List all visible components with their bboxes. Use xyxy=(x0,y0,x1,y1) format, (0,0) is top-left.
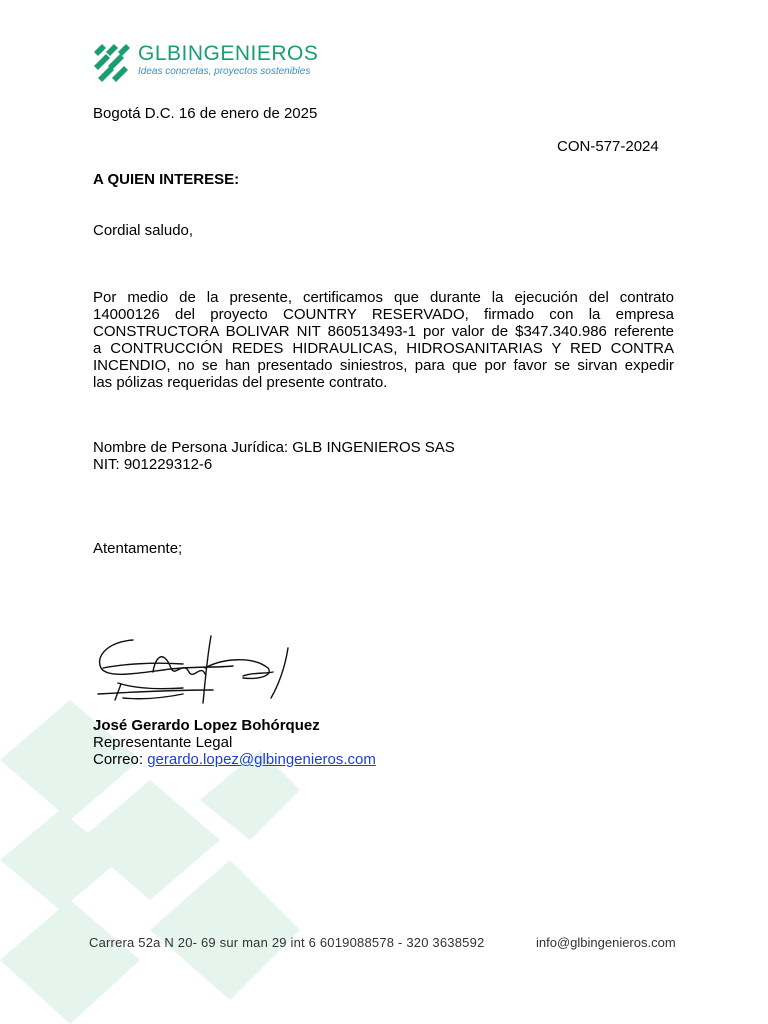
body-line: 14000126 del proyecto COUNTRY RESERVADO, firmado con la empresa xyxy=(93,306,674,323)
email-label: Correo: xyxy=(93,751,148,768)
company-logo xyxy=(92,40,332,84)
nit-line: NIT: 901229312-6 xyxy=(93,456,213,473)
signer-contact xyxy=(93,751,376,768)
company-tagline: Ideas concretas, proyectos sostenibles xyxy=(138,66,311,77)
body-line: CONSTRUCTORA BOLIVAR NIT 860513493-1 por valor de $347.340.986 referente xyxy=(93,323,674,340)
body-paragraph xyxy=(93,289,674,391)
body-line: Por medio de la presente, certificamos que durante la ejecución del contrato xyxy=(93,289,674,306)
closing: Atentamente; xyxy=(93,540,183,557)
footer-email: info@glbingenieros.com xyxy=(536,935,676,950)
body-line: INCENDIO, no se han presentado siniestros, para que por favor se sirvan expedir xyxy=(93,357,674,374)
greeting: Cordial saludo, xyxy=(93,222,194,239)
body-line: a CONTRUCCIÓN REDES HIDRAULICAS, HIDROSANITARIAS Y RED CONTRA xyxy=(93,340,674,357)
logo-mark-icon xyxy=(92,42,134,82)
email-link[interactable]: gerardo.lopez@glbingenieros.com xyxy=(147,751,376,768)
entity-line: Nombre de Persona Jurídica: GLB INGENIEROS SAS xyxy=(93,439,455,456)
reference-number: CON-577-2024 xyxy=(557,138,659,155)
addressee: A QUIEN INTERESE: xyxy=(93,171,240,188)
signer-name: José Gerardo Lopez Bohórquez xyxy=(93,717,320,734)
company-name: GLBINGENIEROS xyxy=(138,42,319,65)
handwritten-signature xyxy=(93,628,298,713)
date-line: Bogotá D.C. 16 de enero de 2025 xyxy=(93,105,318,122)
footer-address: Carrera 52a N 20- 69 sur man 29 int 6 6019088578 - 320 3638592 xyxy=(89,935,485,950)
signer-role: Representante Legal xyxy=(93,734,233,751)
body-line: las pólizas requeridas del presente contrato. xyxy=(93,374,388,391)
